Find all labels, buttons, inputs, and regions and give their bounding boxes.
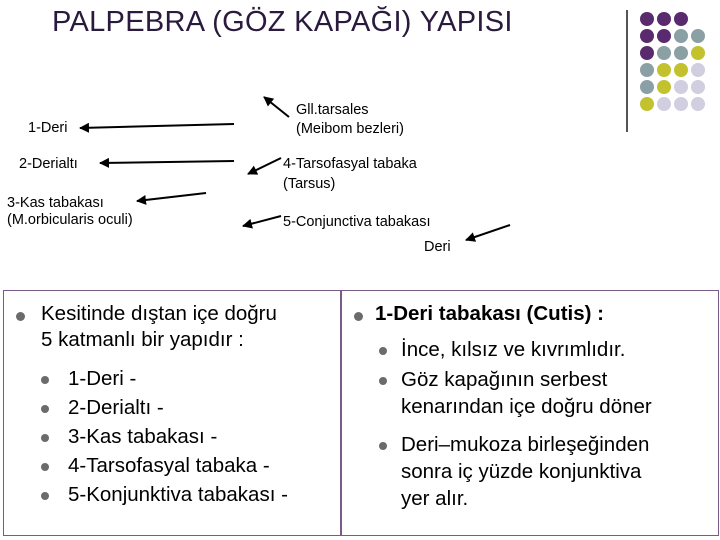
dot [640,80,654,94]
dot [657,29,671,43]
label-deri: 1-Deri [28,120,68,136]
right-panel [341,290,719,536]
arrow [137,193,206,201]
right-item-3-line-3: yer alır. [401,487,469,510]
label-conjunctiva: 5-Conjunctiva tabakası [283,214,431,230]
bullet-icon [41,405,49,413]
arrow [264,97,289,117]
bullet-icon [41,492,49,500]
bullet-icon [41,463,49,471]
dot [691,46,705,60]
dot [657,12,671,26]
label-deri-right: Deri [424,239,451,255]
dot [674,46,688,60]
bullet-icon [354,312,363,321]
dot [674,80,688,94]
dot [691,80,705,94]
bullet-icon [41,434,49,442]
dot [691,29,705,43]
dot [640,46,654,60]
label-orbicularis: (M.orbicularis oculi) [7,212,133,228]
arrow [466,225,510,240]
arrow [100,161,234,163]
bullet-icon [16,312,25,321]
dot [674,12,688,26]
intro-line-1: Kesitinde dıştan içe doğru [41,302,277,325]
right-item-3-line-1: Deri–mukoza birleşeğinden [401,433,650,456]
slide-title: PALPEBRA (GÖZ KAPAĞI) YAPISI [52,6,513,38]
dot [640,97,654,111]
dot [657,63,671,77]
label-tarsus: (Tarsus) [283,176,336,192]
dot [691,97,705,111]
label-tarsofasyal: 4-Tarsofasyal tabaka [283,156,417,172]
dot [657,80,671,94]
right-item-2-line-2: kenarından içe doğru döner [401,395,652,418]
left-panel [3,290,341,536]
list-item: 1-Deri - [68,367,137,390]
label-derialti: 2-Derialtı [19,156,78,172]
bullet-icon [379,377,387,385]
dot [674,29,688,43]
dot [640,29,654,43]
divider-line [626,10,628,132]
right-item-2-line-1: Göz kapağının serbest [401,368,608,391]
list-item: 5-Konjunktiva tabakası - [68,483,288,506]
bullet-icon [379,347,387,355]
decorative-dot-grid [640,12,720,112]
dot [640,12,654,26]
arrow [248,158,281,174]
dot [657,46,671,60]
list-item: 3-Kas tabakası - [68,425,218,448]
label-gll-tarsales: Gll.tarsales [296,102,369,118]
right-item-3-line-2: sonra iç yüzde konjunktiva [401,460,642,483]
dot [674,63,688,77]
dot [657,97,671,111]
right-heading: 1-Deri tabakası (Cutis) : [375,302,604,325]
dot [674,97,688,111]
list-item: 2-Derialtı - [68,396,164,419]
list-item: 4-Tarsofasyal tabaka - [68,454,270,477]
arrow [80,124,234,128]
bullet-icon [41,376,49,384]
label-meibom: (Meibom bezleri) [296,121,404,137]
intro-line-2: 5 katmanlı bir yapıdır : [41,328,244,351]
label-kas: 3-Kas tabakası [7,195,104,211]
arrow [243,216,281,226]
dot [640,63,654,77]
right-item-1: İnce, kılsız ve kıvrımlıdır. [401,338,626,361]
dot [691,63,705,77]
bullet-icon [379,442,387,450]
